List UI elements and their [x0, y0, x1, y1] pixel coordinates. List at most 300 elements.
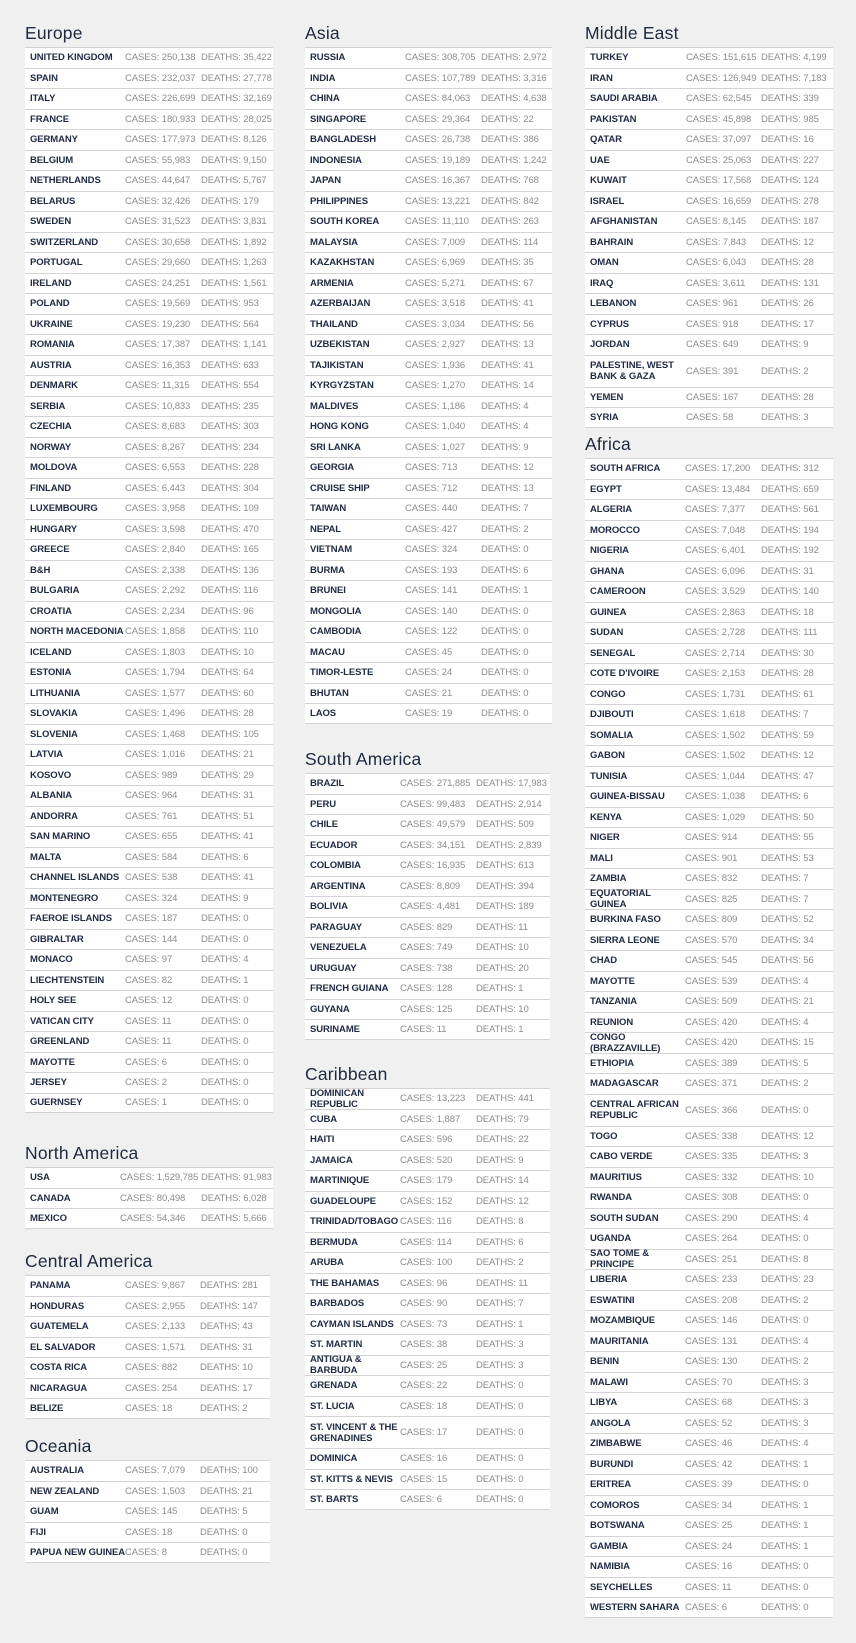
- table-row: [585, 1290, 833, 1311]
- table-row: [25, 252, 273, 273]
- deaths-count: DEATHS: 41: [201, 831, 254, 843]
- country-name: COSTA RICA: [30, 1362, 88, 1374]
- cases-count: CASES: 226,699: [125, 93, 196, 105]
- table-row: [585, 1515, 833, 1536]
- cases-count: CASES: 97: [125, 954, 173, 966]
- region-south-america: [305, 748, 550, 1040]
- cases-count: CASES: 1,803: [125, 646, 186, 658]
- cases-count: CASES: 208: [685, 1294, 738, 1306]
- table-row: [585, 1012, 833, 1033]
- deaths-count: DEATHS: 91,983: [201, 1172, 272, 1184]
- cases-count: CASES: 389: [685, 1057, 738, 1069]
- table-row: [25, 1275, 270, 1296]
- deaths-count: DEATHS: 2,972: [481, 52, 547, 64]
- country-name: SYRIA: [590, 411, 619, 423]
- country-table: [305, 773, 550, 1040]
- cases-count: CASES: 31,523: [125, 216, 191, 228]
- deaths-count: DEATHS: 35: [481, 257, 534, 269]
- region-title: Central America: [25, 1251, 153, 1271]
- country-name: BURKINA FASO: [590, 914, 661, 926]
- deaths-count: DEATHS: 28: [761, 257, 814, 269]
- cases-count: CASES: 335: [685, 1151, 738, 1163]
- country-name: AUSTRIA: [30, 359, 72, 371]
- deaths-count: DEATHS: 7: [761, 709, 809, 721]
- table-row: [305, 1129, 550, 1150]
- cases-count: CASES: 6,043: [686, 257, 747, 269]
- deaths-count: DEATHS: 1: [476, 983, 524, 995]
- deaths-count: DEATHS: 0: [481, 626, 529, 638]
- deaths-count: DEATHS: 9: [761, 339, 809, 351]
- deaths-count: DEATHS: 14: [476, 1175, 529, 1187]
- country-name: YEMEN: [590, 391, 624, 403]
- cases-count: CASES: 187: [125, 913, 178, 925]
- cases-count: CASES: 193: [405, 564, 458, 576]
- country-name: ARUBA: [310, 1257, 344, 1269]
- deaths-count: DEATHS: 189: [476, 901, 534, 913]
- table-row: [305, 293, 552, 314]
- country-name: MOROCCO: [590, 524, 640, 536]
- table-row: [305, 835, 550, 856]
- country-name: MALDIVES: [310, 400, 359, 412]
- table-row: [585, 1351, 833, 1372]
- deaths-count: DEATHS: 31: [200, 1341, 253, 1353]
- cases-count: CASES: 62,545: [686, 93, 752, 105]
- country-name: MONTENEGRO: [30, 892, 99, 904]
- table-row: [25, 232, 273, 253]
- table-row: [585, 1187, 833, 1208]
- table-row: [25, 129, 273, 150]
- country-name: HOLY SEE: [30, 995, 77, 1007]
- table-row: [585, 930, 833, 951]
- country-name: IRELAND: [30, 277, 72, 289]
- deaths-count: DEATHS: 105: [201, 728, 259, 740]
- country-name: GUADELOUPE: [310, 1195, 377, 1207]
- deaths-count: DEATHS: 768: [481, 175, 539, 187]
- cases-count: CASES: 832: [685, 873, 738, 885]
- cases-count: CASES: 8,145: [686, 216, 747, 228]
- table-row: [25, 1167, 273, 1188]
- country-name: CROATIA: [30, 605, 72, 617]
- deaths-count: DEATHS: 67: [481, 277, 534, 289]
- cases-count: CASES: 1,618: [685, 709, 746, 721]
- cases-count: CASES: 116: [400, 1216, 452, 1228]
- cases-count: CASES: 8: [125, 1546, 167, 1558]
- table-row: [585, 1146, 833, 1167]
- deaths-count: DEATHS: 554: [201, 380, 259, 392]
- country-name: PARAGUAY: [310, 921, 362, 933]
- deaths-count: DEATHS: 14: [481, 380, 534, 392]
- country-name: LITHUANIA: [30, 687, 81, 699]
- cases-count: CASES: 17,568: [686, 175, 752, 187]
- cases-count: CASES: 2,728: [685, 627, 746, 639]
- table-row: [25, 170, 273, 191]
- cases-count: CASES: 1,027: [405, 441, 466, 453]
- deaths-count: DEATHS: 9: [476, 1154, 524, 1166]
- country-name: ESWATINI: [590, 1294, 635, 1306]
- cases-count: CASES: 271,885: [400, 778, 471, 790]
- deaths-count: DEATHS: 21: [201, 749, 254, 761]
- table-row: [25, 191, 273, 212]
- country-name: GUATEMELA: [30, 1321, 89, 1333]
- deaths-count: DEATHS: 13: [481, 339, 534, 351]
- deaths-count: DEATHS: 3: [761, 1417, 809, 1429]
- deaths-count: DEATHS: 31: [201, 790, 254, 802]
- deaths-count: DEATHS: 0: [481, 687, 529, 699]
- table-row: [305, 896, 550, 917]
- country-table: [585, 47, 833, 428]
- cases-count: CASES: 19: [405, 707, 453, 719]
- country-name: MONACO: [30, 954, 73, 966]
- table-row: [305, 855, 550, 876]
- table-row: [305, 47, 552, 68]
- deaths-count: DEATHS: 27,778: [201, 72, 272, 84]
- country-name: REUNION: [590, 1016, 634, 1028]
- table-row: [305, 519, 552, 540]
- cases-count: CASES: 233: [685, 1274, 738, 1286]
- deaths-count: DEATHS: 10: [201, 646, 254, 658]
- cases-count: CASES: 107,789: [405, 72, 476, 84]
- deaths-count: DEATHS: 0: [201, 1056, 249, 1068]
- country-name: MOZAMBIQUE: [590, 1315, 655, 1327]
- cases-count: CASES: 509: [685, 996, 738, 1008]
- table-row: [585, 273, 833, 294]
- deaths-count: DEATHS: 0: [201, 1015, 249, 1027]
- deaths-count: DEATHS: 13: [481, 482, 534, 494]
- table-row: [305, 150, 552, 171]
- deaths-count: DEATHS: 29: [201, 769, 254, 781]
- table-row: [585, 407, 833, 428]
- table-row: [585, 1053, 833, 1074]
- country-name: MAURITIUS: [590, 1171, 642, 1183]
- table-row: [305, 662, 552, 683]
- deaths-count: DEATHS: 0: [761, 1581, 809, 1593]
- region-asia: [305, 22, 552, 724]
- cases-count: CASES: 12: [125, 995, 173, 1007]
- country-table: [25, 1460, 270, 1563]
- table-row: [585, 252, 833, 273]
- cases-count: CASES: 1,016: [125, 749, 186, 761]
- deaths-count: DEATHS: 9: [201, 892, 249, 904]
- cases-count: CASES: 6,553: [125, 462, 186, 474]
- country-name: POLAND: [30, 298, 70, 310]
- cases-count: CASES: 1,794: [125, 667, 186, 679]
- cases-count: CASES: 45: [405, 646, 453, 658]
- deaths-count: DEATHS: 8,126: [201, 134, 267, 146]
- deaths-count: DEATHS: 64: [201, 667, 254, 679]
- table-row: [305, 375, 552, 396]
- country-name: MAYOTTE: [30, 1056, 75, 1068]
- table-row: [585, 1392, 833, 1413]
- region-north-america: [25, 1142, 273, 1229]
- deaths-count: DEATHS: 659: [761, 483, 819, 495]
- deaths-count: DEATHS: 4,199: [761, 52, 827, 64]
- deaths-count: DEATHS: 1,561: [201, 277, 267, 289]
- region-title: Asia: [305, 23, 340, 43]
- table-row: [305, 1375, 550, 1396]
- cases-count: CASES: 1,468: [125, 728, 186, 740]
- country-name: CAMBODIA: [310, 626, 362, 638]
- table-row: [305, 1019, 550, 1040]
- table-row: [585, 622, 833, 643]
- table-row: [25, 539, 273, 560]
- deaths-count: DEATHS: 28: [761, 391, 814, 403]
- country-name: SLOVAKIA: [30, 708, 78, 720]
- cases-count: CASES: 308,705: [405, 52, 476, 64]
- table-row: [585, 47, 833, 68]
- table-row: [25, 970, 273, 991]
- country-name: SUDAN: [590, 627, 624, 639]
- country-name: DOMINICA: [310, 1453, 358, 1465]
- table-row: [25, 1337, 270, 1358]
- deaths-count: DEATHS: 12: [481, 462, 534, 474]
- country-name: ISRAEL: [590, 195, 625, 207]
- country-name: GABON: [590, 750, 625, 762]
- deaths-count: DEATHS: 278: [761, 195, 819, 207]
- country-name: LIBERIA: [590, 1274, 628, 1286]
- deaths-count: DEATHS: 633: [201, 359, 259, 371]
- country-name: CHAD: [590, 955, 618, 967]
- cases-count: CASES: 29,660: [125, 257, 191, 269]
- table-row: [585, 170, 833, 191]
- cases-count: CASES: 128: [400, 983, 453, 995]
- country-name: AFGHANISTAN: [590, 216, 658, 228]
- table-row: [305, 1211, 550, 1232]
- table-row: [585, 1495, 833, 1516]
- deaths-count: DEATHS: 100: [200, 1465, 258, 1477]
- country-name: URUGUAY: [310, 962, 357, 974]
- country-name: KAZAKHSTAN: [310, 257, 375, 269]
- cases-count: CASES: 829: [400, 921, 453, 933]
- country-name: COLOMBIA: [310, 860, 361, 872]
- country-name: BELGIUM: [30, 154, 74, 166]
- country-name: MAURITANIA: [590, 1335, 649, 1347]
- table-row: [585, 293, 833, 314]
- table-row: [25, 273, 273, 294]
- deaths-count: DEATHS: 0: [201, 995, 249, 1007]
- deaths-count: DEATHS: 61: [761, 688, 814, 700]
- deaths-count: DEATHS: 0: [476, 1493, 524, 1505]
- deaths-count: DEATHS: 111: [761, 627, 818, 639]
- table-row: [585, 807, 833, 828]
- country-name: CHINA: [310, 93, 340, 105]
- cases-count: CASES: 1,038: [685, 791, 746, 803]
- country-name: VENEZUELA: [310, 942, 367, 954]
- country-name: FAEROE ISLANDS: [30, 913, 112, 925]
- deaths-count: DEATHS: 114: [481, 236, 539, 248]
- table-row: [25, 1522, 270, 1543]
- cases-count: CASES: 39: [685, 1479, 733, 1491]
- country-name: UZBEKISTAN: [310, 339, 370, 351]
- cases-count: CASES: 42: [685, 1458, 733, 1470]
- deaths-count: DEATHS: 1: [201, 974, 249, 986]
- cases-count: CASES: 96: [400, 1277, 448, 1289]
- country-name: BAHRAIN: [590, 236, 634, 248]
- region-title: Middle East: [585, 23, 679, 43]
- cases-count: CASES: 2,955: [125, 1300, 186, 1312]
- cases-count: CASES: 649: [686, 339, 739, 351]
- deaths-count: DEATHS: 11: [476, 1277, 528, 1289]
- country-name: GHANA: [590, 565, 625, 577]
- cases-count: CASES: 738: [400, 962, 453, 974]
- cases-count: CASES: 655: [125, 831, 178, 843]
- cases-count: CASES: 114: [400, 1236, 452, 1248]
- table-row: [25, 1316, 270, 1337]
- region-central-america: [25, 1250, 270, 1419]
- table-row: [305, 252, 552, 273]
- cases-count: CASES: 21: [405, 687, 453, 699]
- cases-count: CASES: 52: [685, 1417, 733, 1429]
- deaths-count: DEATHS: 3: [761, 1397, 809, 1409]
- cases-count: CASES: 366: [685, 1104, 738, 1116]
- table-row: [305, 601, 552, 622]
- deaths-count: DEATHS: 2: [481, 523, 529, 535]
- country-name: SAN MARINO: [30, 831, 91, 843]
- country-name: BERMUDA: [310, 1236, 358, 1248]
- deaths-count: DEATHS: 28,025: [201, 113, 272, 125]
- table-row: [585, 479, 833, 500]
- table-row: [305, 621, 552, 642]
- cases-count: CASES: 16: [400, 1453, 448, 1465]
- cases-count: CASES: 18: [400, 1400, 448, 1412]
- country-name: CONGO (BRAZZAVILLE): [590, 1031, 661, 1054]
- country-name: ALBANIA: [30, 790, 73, 802]
- deaths-count: DEATHS: 339: [761, 93, 819, 105]
- deaths-count: DEATHS: 3: [476, 1339, 524, 1351]
- country-name: RUSSIA: [310, 52, 346, 64]
- table-row: [585, 1228, 833, 1249]
- table-row: [585, 109, 833, 130]
- country-name: ERITREA: [590, 1479, 631, 1491]
- table-row: [305, 1170, 550, 1191]
- cases-count: CASES: 144: [125, 933, 178, 945]
- deaths-count: DEATHS: 34: [761, 934, 814, 946]
- country-name: GEORGIA: [310, 462, 355, 474]
- cases-count: CASES: 99,483: [400, 798, 466, 810]
- deaths-count: DEATHS: 0: [201, 1097, 249, 1109]
- country-name: SPAIN: [30, 72, 58, 84]
- cases-count: CASES: 18: [125, 1402, 173, 1414]
- table-row: [25, 478, 273, 499]
- table-row: [305, 437, 552, 458]
- deaths-count: DEATHS: 12: [761, 1130, 814, 1142]
- cases-count: CASES: 6,096: [685, 565, 746, 577]
- deaths-count: DEATHS: 2: [200, 1402, 248, 1414]
- table-row: [305, 1232, 550, 1253]
- country-name: ARGENTINA: [310, 880, 366, 892]
- country-name: BANGLADESH: [310, 134, 377, 146]
- cases-count: CASES: 180,933: [125, 113, 196, 125]
- country-table: [25, 47, 273, 1113]
- country-name: EL SALVADOR: [30, 1341, 96, 1353]
- country-name: PAPUA NEW GUINEA: [30, 1546, 125, 1558]
- deaths-count: DEATHS: 0: [761, 1104, 809, 1116]
- deaths-count: DEATHS: 9,150: [201, 154, 267, 166]
- cases-count: CASES: 520: [400, 1154, 453, 1166]
- country-name: MARTINIQUE: [310, 1175, 370, 1187]
- deaths-count: DEATHS: 2,914: [476, 798, 542, 810]
- cases-count: CASES: 7,843: [686, 236, 747, 248]
- country-table: [25, 1167, 273, 1229]
- table-row: [25, 1031, 273, 1052]
- country-name: INDONESIA: [310, 154, 362, 166]
- deaths-count: DEATHS: 1,892: [201, 236, 267, 248]
- cases-count: CASES: 2,133: [125, 1321, 186, 1333]
- table-row: [305, 1109, 550, 1130]
- country-name: TAJIKISTAN: [310, 359, 364, 371]
- deaths-count: DEATHS: 0: [201, 913, 249, 925]
- country-name: MACAU: [310, 646, 345, 658]
- deaths-count: DEATHS: 7: [761, 893, 809, 905]
- deaths-count: DEATHS: 2: [761, 1356, 809, 1368]
- country-name: NORTH MACEDONIA: [30, 626, 124, 638]
- country-name: B&H: [30, 564, 51, 576]
- country-name: SOUTH KOREA: [310, 216, 380, 228]
- cases-count: CASES: 332: [685, 1171, 738, 1183]
- deaths-count: DEATHS: 0: [481, 605, 529, 617]
- deaths-count: DEATHS: 109: [201, 503, 259, 515]
- deaths-count: DEATHS: 41: [481, 298, 534, 310]
- cases-count: CASES: 2,292: [125, 585, 186, 597]
- country-name: GUERNSEY: [30, 1097, 83, 1109]
- cases-count: CASES: 570: [685, 934, 738, 946]
- cases-count: CASES: 2: [125, 1077, 167, 1089]
- cases-count: CASES: 11,315: [125, 380, 190, 392]
- table-row: [25, 1052, 273, 1073]
- deaths-count: DEATHS: 96: [201, 605, 254, 617]
- deaths-count: DEATHS: 6: [201, 851, 249, 863]
- deaths-count: DEATHS: 55: [761, 832, 814, 844]
- deaths-count: DEATHS: 50: [761, 811, 814, 823]
- cases-count: CASES: 3,958: [125, 503, 186, 515]
- country-name: SEYCHELLES: [590, 1581, 653, 1593]
- deaths-count: DEATHS: 842: [481, 195, 539, 207]
- table-row: [305, 355, 552, 376]
- country-name: BELARUS: [30, 195, 76, 207]
- cases-count: CASES: 290: [685, 1212, 738, 1224]
- cases-count: CASES: 49,579: [400, 819, 466, 831]
- table-row: [585, 1032, 833, 1053]
- country-name: GERMANY: [30, 134, 78, 146]
- table-row: [585, 1372, 833, 1393]
- country-name: TURKEY: [590, 52, 629, 64]
- table-row: [25, 949, 273, 970]
- table-row: [25, 1188, 273, 1209]
- cases-count: CASES: 11: [400, 1023, 447, 1035]
- table-row: [305, 794, 550, 815]
- cases-count: CASES: 427: [405, 523, 458, 535]
- cases-count: CASES: 440: [405, 503, 458, 515]
- cases-count: CASES: 16,367: [405, 175, 471, 187]
- country-name: COTE D'IVOIRE: [590, 668, 660, 680]
- table-row: [585, 499, 833, 520]
- cases-count: CASES: 122: [405, 626, 458, 638]
- cases-count: CASES: 420: [685, 1037, 738, 1049]
- cases-count: CASES: 80,498: [120, 1192, 186, 1204]
- country-name: KOSOVO: [30, 769, 72, 781]
- country-name: BRUNEI: [310, 585, 346, 597]
- table-row: [305, 334, 552, 355]
- table-row: [25, 1296, 270, 1317]
- deaths-count: DEATHS: 12: [476, 1195, 529, 1207]
- deaths-count: DEATHS: 116: [201, 585, 259, 597]
- country-name: NAMIBIA: [590, 1561, 630, 1573]
- table-row: [25, 416, 273, 437]
- country-name: PAKISTAN: [590, 113, 637, 125]
- country-name: JAMAICA: [310, 1154, 353, 1166]
- table-row: [25, 498, 273, 519]
- table-row: [585, 68, 833, 89]
- table-row: [25, 1072, 273, 1093]
